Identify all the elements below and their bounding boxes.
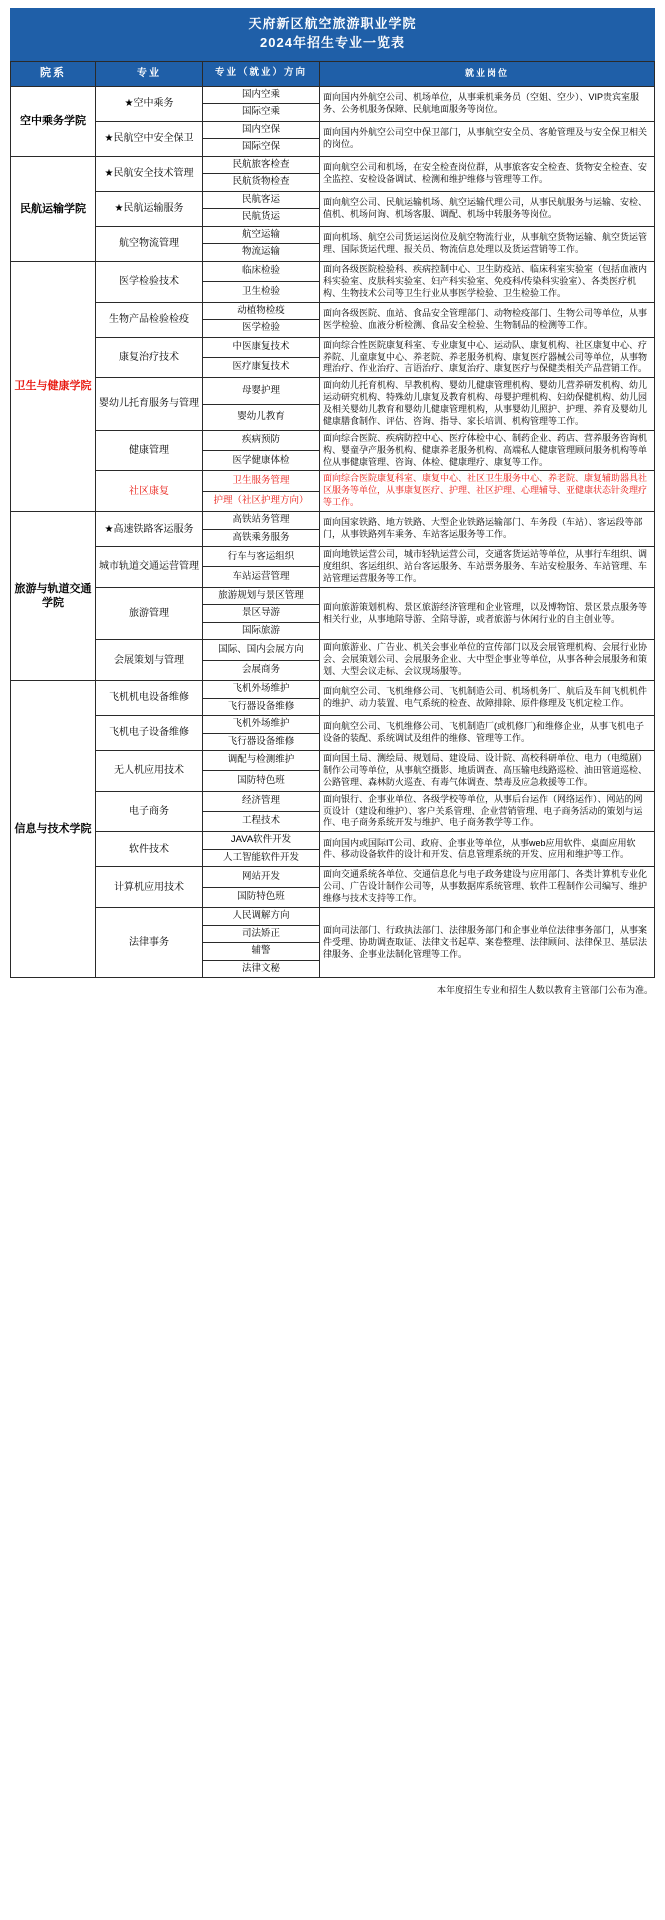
table-row: [11, 867, 655, 887]
direction-cell: 母婴护理: [203, 378, 320, 404]
table-row: [11, 378, 655, 404]
job-cell: 面向航空公司、飞机维修公司、飞机制造公司、机场机务厂、航后及车间飞机机件的维护、动力装置、电气系统的检查、故障排除、原件修理及飞机定检工作。: [320, 680, 655, 715]
direction-cell: 动植物检疫: [203, 302, 320, 320]
table-row: [11, 751, 655, 771]
job-cell: 面向机场、航空公司货运运岗位及航空物流行业，从事航空货物运输、航空货运管理、国际货运代理、报关员、物流信息处理以及货运营销等工作。: [320, 226, 655, 261]
job-cell: 面向各级医院检验科、疾病控制中心、卫生防疫站、临床科室实验室（包括血液内科实验室、皮肤科实验室、妇产科实验室、免疫科/传染科实验室）、各类医疗机构、生物技术公司等卫生行业从事医学检验、卫生检验工作。: [320, 262, 655, 303]
table-row: [11, 430, 655, 450]
direction-cell: 民航货物检查: [203, 174, 320, 192]
job-cell: 面向国内或国际IT公司、政府、企事业等单位，从事web应用软件、桌面应用软件、移动设备软件的设计和开发、信息管理系统的开发、应用和维护等工作。: [320, 832, 655, 867]
direction-cell: 疾病预防: [203, 430, 320, 450]
job-cell: 面向航空公司、民航运输机场、航空运输代理公司，从事民航服务与运输、安检、值机、机场问询、机场客服、调配、机场中转服务等岗位。: [320, 191, 655, 226]
dept-cell: 信息与技术学院: [11, 680, 96, 977]
direction-cell: 车站运营管理: [203, 567, 320, 587]
major-cell: ★高速铁路客运服务: [96, 512, 203, 547]
direction-cell: 飞行器设备维修: [203, 733, 320, 751]
direction-cell: 飞行器设备维修: [203, 698, 320, 716]
job-cell: 面向司法部门、行政执法部门、法律服务部门和企事业单位法律事务部门，从事案件受理、协助调查取证、法律文书起草、案卷整理、法律顾问、法律保卫、基层法律服务、企事业法制化管理等工作。: [320, 908, 655, 978]
major-cell: 软件技术: [96, 832, 203, 867]
direction-cell: 飞机外场维护: [203, 680, 320, 698]
direction-cell: 国内空保: [203, 121, 320, 139]
direction-cell: 人工智能软件开发: [203, 849, 320, 867]
document-title: [10, 8, 655, 61]
major-cell: 飞机电子设备维修: [96, 716, 203, 751]
direction-cell: 调配与检测维护: [203, 751, 320, 771]
major-cell: 医学检验技术: [96, 262, 203, 303]
header-row: [11, 61, 655, 86]
direction-cell: 医学检验: [203, 320, 320, 338]
table-row: [11, 791, 655, 811]
title-line-2: 2024年招生专业一览表: [260, 34, 405, 50]
major-cell: 飞机机电设备维修: [96, 680, 203, 715]
direction-cell: 临床检验: [203, 262, 320, 282]
direction-cell: 景区导游: [203, 605, 320, 623]
column-header-job: 就业岗位: [320, 61, 655, 86]
major-cell: 无人机应用技术: [96, 751, 203, 792]
direction-cell: 中医康复技术: [203, 337, 320, 357]
direction-cell: 护理（社区护理方向）: [203, 491, 320, 511]
table-row: [11, 302, 655, 320]
dept-cell: 民航运输学院: [11, 156, 96, 261]
direction-cell: 民航客运: [203, 191, 320, 209]
direction-cell: 工程技术: [203, 812, 320, 832]
job-cell: 面向综合医院康复科室、康复中心、社区卫生服务中心、养老院、康复辅助器具社区服务等单位，从事康复医疗、护理、社区护理、心理辅导、亚健康状态针灸理疗等工作。: [320, 471, 655, 512]
job-cell: 面向旅游策划机构、景区旅游经济管理和企业管理，以及博物馆、景区景点服务等相关行业，从事地陪导游、全陪导游，或者旅游与休闲行业的自主创业等。: [320, 587, 655, 640]
dept-cell: 卫生与健康学院: [11, 262, 96, 512]
direction-cell: 物流运输: [203, 244, 320, 262]
major-cell: 生物产品检验检疫: [96, 302, 203, 337]
major-cell: 航空物流管理: [96, 226, 203, 261]
table-row: [11, 512, 655, 530]
direction-cell: 司法矫正: [203, 925, 320, 943]
direction-cell: 高铁乘务服务: [203, 529, 320, 547]
direction-cell: 飞机外场维护: [203, 716, 320, 734]
direction-cell: 国防特色班: [203, 887, 320, 907]
table-row: [11, 640, 655, 660]
table-row: [11, 587, 655, 605]
direction-cell: 网站开发: [203, 867, 320, 887]
job-cell: 面向航空公司、飞机维修公司、飞机制造厂(或机修厂)和维修企业，从事飞机电子设备的装配、系统调试及组件的维修、管理等工作。: [320, 716, 655, 751]
job-cell: 面向航空公司和机场，在安全检查岗位群，从事旅客安全检查、货物安全检查、安全监控、安检设备调试、检测和维护维修与管理等工作。: [320, 156, 655, 191]
job-cell: 面向综合医院、疾病防控中心、医疗体检中心、制药企业、药店、营养服务咨询机构、婴童孕产服务机构、健康养老服务机构、高端私人健康管理顾问服务机构等单位从事健康管理、咨询、体检、健康理疗、康复等工作。: [320, 430, 655, 471]
direction-cell: 卫生检验: [203, 282, 320, 302]
direction-cell: 国际、国内会展方向: [203, 640, 320, 660]
direction-cell: 法律文秘: [203, 960, 320, 978]
job-cell: 面向幼儿托育机构、早教机构、婴幼儿健康管理机构、婴幼儿营养研发机构、幼儿运动研究机构、特殊幼儿康复及教育机构、母婴护理机构、妇幼保健机构、幼儿园及相关婴幼儿教育和婴幼儿健康管理机构，从事婴幼儿照护、护理、养育及婴幼儿健康膳食制作、评估、咨询、指导、家长培训、机构管理等工作。: [320, 378, 655, 431]
table-row: [11, 908, 655, 926]
job-cell: 面向综合性医院康复科室、专业康复中心、运动队、康复机构、社区康复中心、疗养院、儿童康复中心、养老院、养老服务机构、康复医疗器械公司等单位，从事物理治疗、作业治疗、言语治疗、康复治疗、康复医疗与保健类相关产品营销工作。: [320, 337, 655, 378]
major-cell: 会展策划与管理: [96, 640, 203, 681]
footer-note: 本年度招生专业和招生人数以教育主管部门公布为准。: [436, 985, 653, 996]
table-header: [11, 61, 655, 86]
dept-cell: 空中乘务学院: [11, 86, 96, 156]
major-cell: 计算机应用技术: [96, 867, 203, 908]
direction-cell: 国内空乘: [203, 86, 320, 104]
major-cell: 健康管理: [96, 430, 203, 471]
job-cell: 面向银行、企事业单位、各级学校等单位，从事后台运作（网络运作）、网站的网页设计（建设和维护）、客户关系管理、企业营销管理、电子商务活动的策划与运作、电子商务系统开发与维护、电子商务教学等工作。: [320, 791, 655, 832]
table-row: [11, 156, 655, 174]
table-body: [11, 86, 655, 977]
major-cell: ★民航运输服务: [96, 191, 203, 226]
direction-cell: 卫生服务管理: [203, 471, 320, 491]
direction-cell: 国际空乘: [203, 104, 320, 122]
direction-cell: 人民调解方向: [203, 908, 320, 926]
table-row: [11, 226, 655, 244]
table-row: [11, 832, 655, 850]
table-row: [11, 262, 655, 282]
major-cell: 电子商务: [96, 791, 203, 832]
direction-cell: 民航货运: [203, 209, 320, 227]
direction-cell: 辅警: [203, 943, 320, 961]
table-row: [11, 680, 655, 698]
majors-table: [10, 61, 655, 978]
major-cell: ★民航安全技术管理: [96, 156, 203, 191]
major-cell: 旅游管理: [96, 587, 203, 640]
column-header-direction: 专业（就业）方向: [203, 61, 320, 86]
major-cell: 康复治疗技术: [96, 337, 203, 378]
table-row: [11, 86, 655, 104]
major-cell: ★民航空中安全保卫: [96, 121, 203, 156]
direction-cell: 旅游规划与景区管理: [203, 587, 320, 605]
direction-cell: JAVA软件开发: [203, 832, 320, 850]
table-row: [11, 471, 655, 491]
direction-cell: 国防特色班: [203, 771, 320, 791]
column-header-dept: 院系: [11, 61, 96, 86]
job-cell: 面向交通系统各单位、交通信息化与电子政务建设与应用部门、各类计算机专业化公司、广告设计制作公司等，从事数据库系统管理、软件工程制作公司编写、维护维修与技术支持等工作。: [320, 867, 655, 908]
table-row: [11, 337, 655, 357]
job-cell: 面向国内外航空公司、机场单位，从事乘机乘务员（空姐、空少）、VIP贵宾室服务、公务机服务保障、民航地面服务等岗位。: [320, 86, 655, 121]
job-cell: 面向国家铁路、地方铁路、大型企业铁路运输部门、车务段（车站）、客运段等部门，从事铁路列车乘务、车站客运服务等工作。: [320, 512, 655, 547]
major-cell: 社区康复: [96, 471, 203, 512]
job-cell: 面向各级医院、血站、食品安全管理部门、动物检疫部门、生物公司等单位，从事医学检验、血液分析检测、食品安全检验、生物制品的检测等工作。: [320, 302, 655, 337]
job-cell: 面向旅游业、广告业、机关会事业单位的宣传部门以及会展管理机构、会展行业协会、会展策划公司、会展服务企业、大中型企事业等单位，从事各种会展服务和策划、大型会议走标、会议现场服等。: [320, 640, 655, 681]
direction-cell: 医疗康复技术: [203, 358, 320, 378]
direction-cell: 国际旅游: [203, 622, 320, 640]
table-row: [11, 716, 655, 734]
direction-cell: 行车与客运组织: [203, 547, 320, 567]
table-row: [11, 547, 655, 567]
title-line-1: 天府新区航空旅游职业学院: [248, 16, 417, 31]
direction-cell: 经济管理: [203, 791, 320, 811]
direction-cell: 医学健康体检: [203, 451, 320, 471]
direction-cell: 民航旅客检查: [203, 156, 320, 174]
dept-cell: 旅游与轨道交通学院: [11, 512, 96, 681]
major-cell: 城市轨道交通运营管理: [96, 547, 203, 588]
major-cell: 法律事务: [96, 908, 203, 978]
direction-cell: 国际空保: [203, 139, 320, 157]
direction-cell: 航空运输: [203, 226, 320, 244]
column-header-major: 专业: [96, 61, 203, 86]
job-cell: 面向地铁运营公司，城市轻轨运营公司，交通客货运站等单位，从事行车组织、调度组织、客运组织、站台客运服务、车站票务服务、车站安检服务、车站管理、车站管理运营服务等工作。: [320, 547, 655, 588]
table-row: [11, 121, 655, 139]
direction-cell: 婴幼儿教育: [203, 404, 320, 430]
job-cell: 面向国内外航空公司空中保卫部门，从事航空安全员、客舱管理及与安全保卫相关的岗位。: [320, 121, 655, 156]
major-cell: ★空中乘务: [96, 86, 203, 121]
table-row: [11, 191, 655, 209]
job-cell: 面向国土局、测绘局、规划局、建设局、设计院、高校科研单位、电力（电缆剧）制作公司等单位，从事航空摄影、地质调查、高压输电线路巡检、油田管道巡检、公路管理、森林防火巡查、有毒气体调查、禁毒及应急救援等工作。: [320, 751, 655, 792]
major-cell: 婴幼儿托育服务与管理: [96, 378, 203, 431]
direction-cell: 高铁站务管理: [203, 512, 320, 530]
direction-cell: 会展商务: [203, 660, 320, 680]
